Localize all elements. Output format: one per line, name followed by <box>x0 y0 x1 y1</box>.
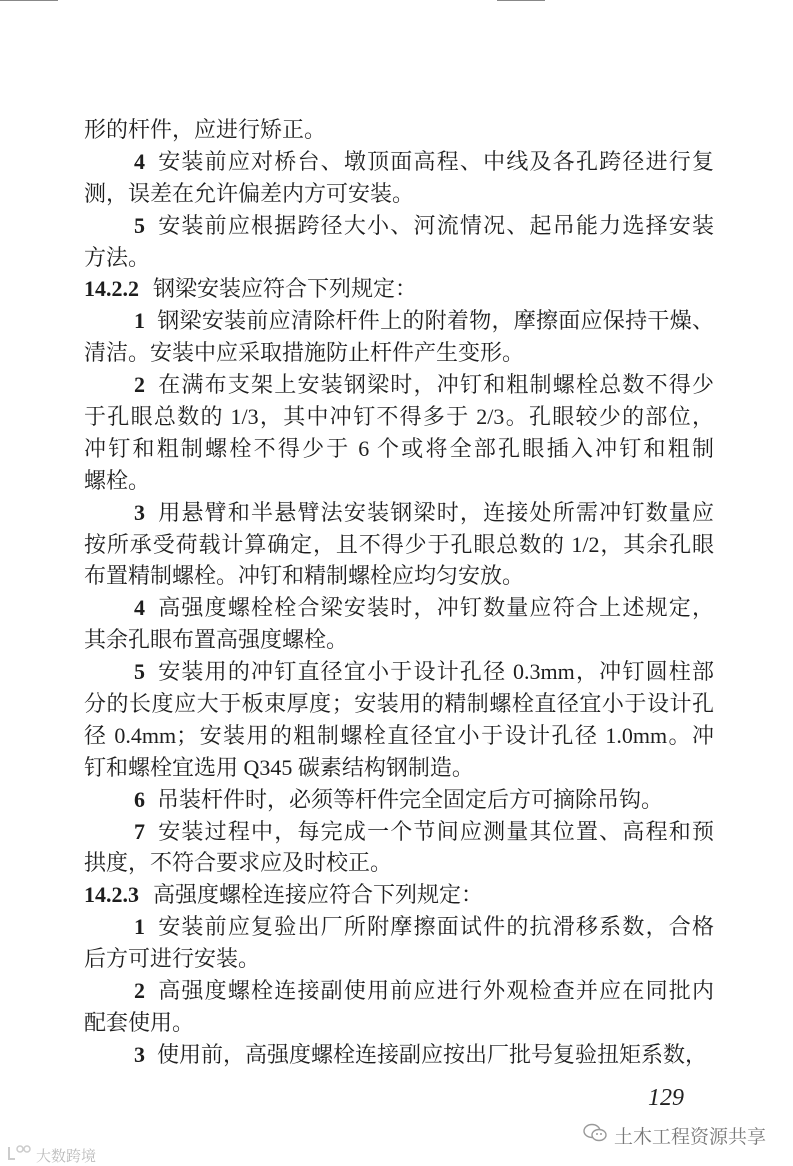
wechat-icon <box>582 1122 608 1149</box>
text-line <box>84 305 714 337</box>
line-text: 用悬臂和半悬臂法安装钢梁时，连接处所需冲钉数量应 <box>157 499 714 525</box>
line-text: 在满布支架上安装钢梁时，冲钉和粗制螺栓总数不得少 <box>157 372 714 398</box>
item-number: 2 <box>134 372 145 398</box>
line-text: 高强度螺栓连接副使用前应进行外观检查并应在同批内 <box>157 978 714 1004</box>
item-number: 1 <box>134 914 145 940</box>
text-line <box>84 943 714 975</box>
item-number: 1 <box>134 308 145 334</box>
line-text: 测，误差在允许偏差内方可安装。 <box>84 180 415 206</box>
line-text: 配套使用。 <box>84 1009 195 1035</box>
watermark-brand <box>6 1144 96 1166</box>
section-number: 14.2.2 <box>84 276 139 302</box>
text-line <box>84 529 714 561</box>
text-line <box>84 816 714 848</box>
line-text: 螺栓。 <box>84 467 151 493</box>
line-text: 形的杆件，应进行矫正。 <box>84 117 327 142</box>
line-text: 冲钉和粗制螺栓不得少于 6 个或将全部孔眼插入冲钉和粗制 <box>84 435 714 461</box>
line-text: 拱度，不符合要求应及时校正。 <box>84 850 393 876</box>
scan-edge-mark <box>497 0 545 1</box>
text-line <box>84 592 714 624</box>
text-line <box>84 497 714 529</box>
line-text: 安装前应根据跨径大小、河流情况、起吊能力选择安装 <box>157 212 714 238</box>
watermark-text: 土木工程资源共享 <box>614 1126 767 1148</box>
text-line <box>84 847 714 879</box>
brand-logo-icon <box>6 1144 32 1166</box>
line-text: 安装前应对桥台、墩顶面高程、中线及各孔跨径进行复 <box>157 148 714 174</box>
line-text: 按所承受荷载计算确定，且不得少于孔眼总数的 1/2，其余孔眼 <box>84 531 714 557</box>
text-line <box>84 624 714 656</box>
scan-edge-mark <box>0 0 58 1</box>
line-text: 吊装杆件时，必须等杆件完全固定后方可摘除吊钩。 <box>157 786 664 812</box>
text-line <box>84 273 714 305</box>
text-line <box>84 879 714 911</box>
line-text: 钢梁安装前应清除杆件上的附着物，摩擦面应保持干燥、 <box>157 308 714 334</box>
item-number: 5 <box>134 659 145 685</box>
line-text: 安装过程中，每完成一个节间应测量其位置、高程和预 <box>157 818 714 844</box>
section-number: 14.2.3 <box>84 882 139 908</box>
item-number: 3 <box>134 1041 145 1067</box>
line-text: 高强度螺栓连接应符合下列规定： <box>153 882 484 908</box>
line-text: 安装用的冲钉直径宜小于设计孔径 0.3mm，冲钉圆柱部 <box>157 659 714 685</box>
text-line <box>84 242 714 274</box>
line-text: 分的长度应大于板束厚度；安装用的精制螺栓直径宜小于设计孔 <box>84 691 714 717</box>
line-text: 径 0.4mm；安装用的粗制螺栓直径宜小于设计孔径 1.0mm。冲 <box>84 722 714 748</box>
text-line <box>84 975 714 1007</box>
item-number: 4 <box>134 595 145 621</box>
text-line <box>84 465 714 497</box>
item-number: 7 <box>134 818 145 844</box>
line-text: 后方可进行安装。 <box>84 946 261 972</box>
page-number: 129 <box>648 1085 684 1111</box>
text-line <box>84 720 714 752</box>
line-text: 使用前，高强度螺栓连接副应按出厂批号复验扭矩系数， <box>157 1041 708 1067</box>
text-line <box>84 784 714 816</box>
line-text: 于孔眼总数的 1/3，其中冲钉不得多于 2/3。孔眼较少的部位， <box>84 404 714 430</box>
text-line <box>84 114 714 146</box>
text-line <box>84 560 714 592</box>
line-text: 布置精制螺栓。冲钉和精制螺栓应均匀安放。 <box>84 563 525 589</box>
line-text: 方法。 <box>84 244 151 270</box>
text-line <box>84 656 714 688</box>
text-line <box>84 210 714 242</box>
line-text: 安装前应复验出厂所附摩擦面试件的抗滑移系数，合格 <box>157 914 714 940</box>
text-line <box>84 178 714 210</box>
text-line <box>84 1039 714 1071</box>
text-line <box>84 911 714 943</box>
watermark-text: 大数跨境 <box>36 1146 97 1165</box>
line-text: 钢梁安装应符合下列规定： <box>153 276 418 302</box>
text-line <box>84 433 714 465</box>
text-line <box>84 337 714 369</box>
item-number: 4 <box>134 148 145 174</box>
item-number: 5 <box>134 212 145 238</box>
text-line <box>84 1007 714 1039</box>
text-line <box>84 146 714 178</box>
text-line <box>84 369 714 401</box>
document-body <box>84 114 714 1071</box>
item-number: 2 <box>134 978 145 1004</box>
line-text: 钉和螺栓宜选用 Q345 碳素结构钢制造。 <box>84 754 474 780</box>
item-number: 3 <box>134 499 145 525</box>
watermark-wechat <box>582 1122 766 1149</box>
text-line <box>84 401 714 433</box>
text-line <box>84 688 714 720</box>
text-line <box>84 752 714 784</box>
line-text: 高强度螺栓栓合梁安装时，冲钉数量应符合上述规定， <box>157 595 714 621</box>
line-text: 清洁。安装中应采取措施防止杆件产生变形。 <box>84 340 525 366</box>
line-text: 其余孔眼布置高强度螺栓。 <box>84 627 349 653</box>
item-number: 6 <box>134 786 145 812</box>
